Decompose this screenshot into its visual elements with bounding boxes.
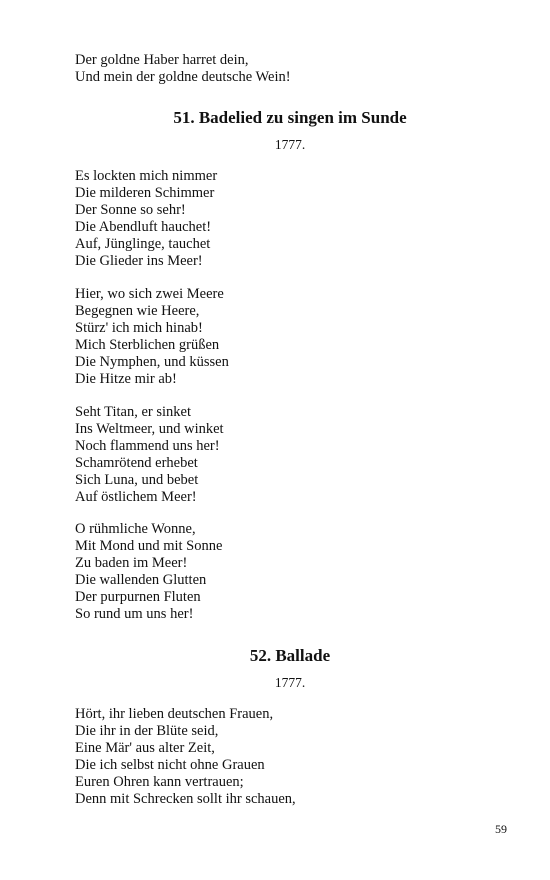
- poem-52-title: 52. Ballade: [249, 646, 331, 665]
- verse-line: Der Sonne so sehr!: [75, 202, 186, 218]
- verse-line: Schamrötend erhebet: [75, 455, 198, 471]
- verse-line: Denn mit Schrecken sollt ihr schauen,: [75, 791, 296, 807]
- verse-line: So rund um uns her!: [75, 606, 194, 622]
- verse-line: Auf, Jünglinge, tauchet: [75, 236, 211, 252]
- verse-line: Es lockten mich nimmer: [75, 168, 218, 184]
- verse-line: Zu baden im Meer!: [75, 555, 188, 571]
- verse-line: Seht Titan, er sinket: [75, 404, 192, 420]
- verse-line: Die Nymphen, und küssen: [75, 354, 229, 370]
- verse-line: Hört, ihr lieben deutschen Frauen,: [75, 706, 274, 722]
- verse-line: Die wallenden Glutten: [75, 572, 207, 588]
- poem-52-year: 1777.: [274, 675, 306, 690]
- poem-51-year: 1777.: [274, 137, 306, 152]
- verse-line: Euren Ohren kann vertrauen;: [75, 774, 244, 790]
- intro-line: Der goldne Haber harret dein,: [75, 52, 249, 68]
- page-number: 59: [495, 822, 507, 836]
- verse-line: Die Abendluft hauchet!: [75, 219, 212, 235]
- verse-line: Noch flammend uns her!: [75, 438, 220, 454]
- verse-line: Hier, wo sich zwei Meere: [75, 286, 224, 302]
- verse-line: Die ihr in der Blüte seid,: [75, 723, 219, 739]
- verse-line: Eine Mär' aus alter Zeit,: [75, 740, 215, 756]
- verse-line: Auf östlichem Meer!: [75, 489, 197, 505]
- poem-51-title: 51. Badelied zu singen im Sunde: [173, 108, 407, 127]
- verse-line: Begegnen wie Heere,: [75, 303, 200, 319]
- verse-line: Mit Mond und mit Sonne: [75, 538, 223, 554]
- verse-line: Der purpurnen Fluten: [75, 589, 201, 605]
- verse-line: Ins Weltmeer, und winket: [75, 421, 224, 437]
- verse-line: Mich Sterblichen grüßen: [75, 337, 220, 353]
- verse-line: Stürz' ich mich hinab!: [75, 320, 203, 336]
- verse-line: Sich Luna, und bebet: [75, 472, 199, 488]
- verse-line: Die Glieder ins Meer!: [75, 253, 203, 269]
- intro-line: Und mein der goldne deutsche Wein!: [75, 69, 291, 85]
- verse-line: Die ich selbst nicht ohne Grauen: [75, 757, 265, 773]
- verse-line: O rühmliche Wonne,: [75, 521, 196, 537]
- verse-line: Die milderen Schimmer: [75, 185, 215, 201]
- verse-line: Die Hitze mir ab!: [75, 371, 177, 387]
